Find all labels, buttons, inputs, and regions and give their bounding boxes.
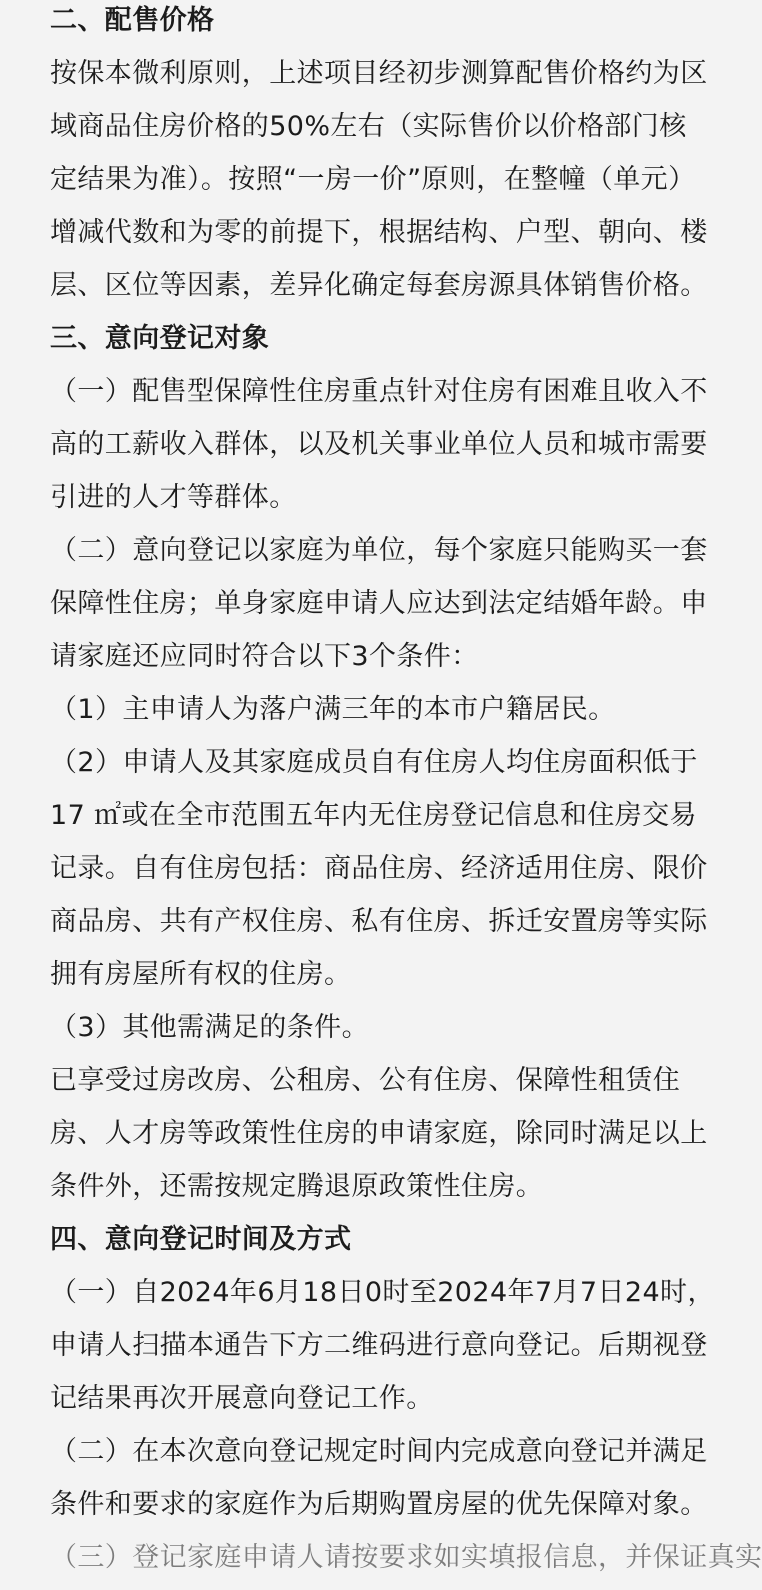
paragraph-line: 记录。自有住房包括：商品住房、经济适用住房、限价	[50, 853, 708, 884]
paragraph-line: 请家庭还应同时符合以下3个条件：	[50, 641, 479, 672]
paragraph-line: （一）自2024年6月18日0时至2024年7月7日24时，	[50, 1277, 715, 1308]
paragraph-line: 层、区位等因素，差异化确定每套房源具体销售价格。	[50, 270, 708, 301]
paragraph-line: 定结果为准）。按照“一房一价”原则，在整幢（单元）	[50, 164, 696, 195]
condition-item: （1）主申请人为落户满三年的本市户籍居民。	[50, 694, 616, 725]
paragraph-line: 增减代数和为零的前提下，根据结构、户型、朝向、楼	[50, 217, 708, 248]
paragraph-line: 引进的人才等群体。	[50, 482, 297, 513]
paragraph-line: （一）配售型保障性住房重点针对住房有困难且收入不	[50, 376, 708, 407]
paragraph-line: 记结果再次开展意向登记工作。	[50, 1383, 434, 1414]
cut-off-line: （三）登记家庭申请人请按要求如实填报信息，并保证真实	[50, 1542, 762, 1573]
condition-item: （2）申请人及其家庭成员自有住房人均住房面积低于	[50, 747, 698, 778]
paragraph-line: 房、人才房等政策性住房的申请家庭，除同时满足以上	[50, 1118, 708, 1149]
paragraph-line: 按保本微利原则，上述项目经初步测算配售价格约为区	[50, 58, 708, 89]
paragraph-line: 拥有房屋所有权的住房。	[50, 959, 352, 990]
paragraph-line: 已享受过房改房、公租房、公有住房、保障性租赁住	[50, 1065, 681, 1096]
paragraph-line: 商品房、共有产权住房、私有住房、拆迁安置房等实际	[50, 906, 708, 937]
paragraph-line: 域商品住房价格的50%左右（实际售价以价格部门核	[50, 111, 687, 142]
paragraph-line: 保障性住房；单身家庭申请人应达到法定结婚年龄。申	[50, 588, 708, 619]
paragraph-line: 条件和要求的家庭作为后期购置房屋的优先保障对象。	[50, 1489, 708, 1520]
paragraph-line: 申请人扫描本通告下方二维码进行意向登记。后期视登	[50, 1330, 708, 1361]
paragraph-line: （二）在本次意向登记规定时间内完成意向登记并满足	[50, 1436, 708, 1467]
paragraph-line: 17 ㎡或在全市范围五年内无住房登记信息和住房交易	[50, 800, 697, 831]
section-heading-registration-time: 四、意向登记时间及方式	[50, 1224, 352, 1255]
paragraph-line: 高的工薪收入群体，以及机关事业单位人员和城市需要	[50, 429, 708, 460]
section-heading-registration-target: 三、意向登记对象	[50, 323, 270, 354]
section-heading-pricing: 二、配售价格	[50, 5, 215, 36]
condition-item: （3）其他需满足的条件。	[50, 1012, 369, 1043]
paragraph-line: （二）意向登记以家庭为单位，每个家庭只能购买一套	[50, 535, 708, 566]
paragraph-line: 条件外，还需按规定腾退原政策性住房。	[50, 1171, 544, 1202]
